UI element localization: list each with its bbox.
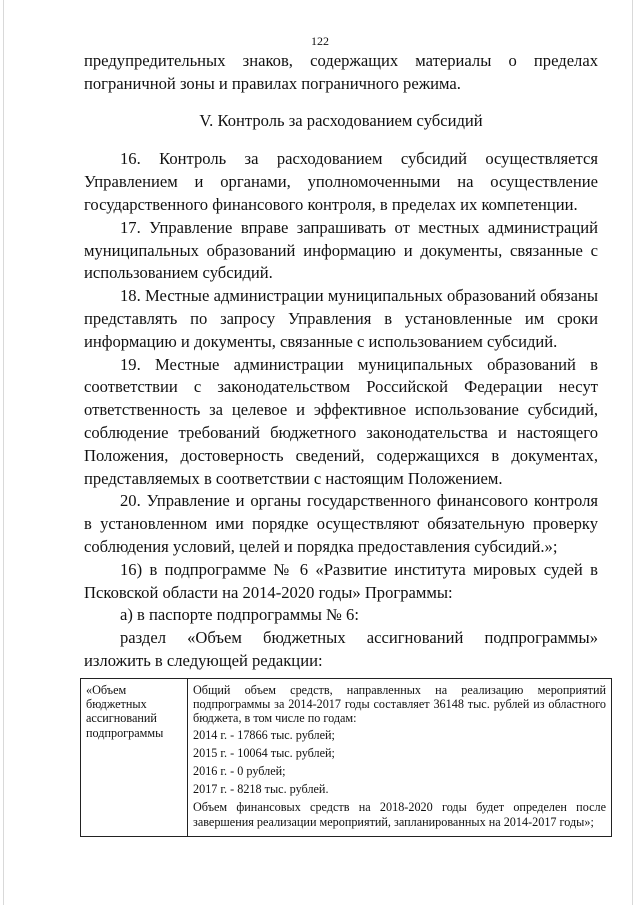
subprogram-6-amendment: 16) в подпрограмме № 6 «Развитие института мировых судей в Псковской области на 2014-2020 годы» Программы: — [84, 559, 598, 602]
paragraph-18: 18. Местные администрации муниципальных образований обязаны представлять по запросу Управления в установленные им сроки информацию и документы, связанные с использованием субсидий. — [84, 286, 598, 351]
table-label-cell — [81, 679, 188, 837]
paragraph-17: 17. Управление вправе запрашивать от местных администраций муниципальных образований информацию и документы, связанные с использованием субсидий. — [84, 217, 598, 283]
table-total-text: Общий объем средств, направленных на реализацию мероприятий подпрограммы за 2014-2017 годы составляет 36148 тыс. рублей из областного бюджета, в том числе по годам: — [193, 683, 606, 726]
section-heading: V. Контроль за расходованием субсидий — [199, 110, 483, 130]
budget-allocations-table — [80, 678, 612, 837]
table-label: «Объем бюджетных ассигнований подпрограммы — [86, 683, 164, 740]
document-body — [84, 50, 598, 673]
section-replacement-intro: раздел «Объем бюджетных ассигнований подпрограммы» изложить в следующей редакции: — [84, 628, 598, 670]
passport-item-a: а) в паспорте подпрограммы № 6: — [120, 605, 359, 625]
table-content-cell — [188, 679, 612, 837]
table-year-2017: 2017 г. - 8218 тыс. рублей. — [193, 782, 329, 797]
intro-paragraph: предупредительных знаков, содержащих материалы о пределах пограничной зоны и правилах пограничного режима. — [84, 51, 598, 93]
paragraph-16: 16. Контроль за расходованием субсидий осуществляется Управлением и органами, уполномоченными на осуществление государственного финансового контроля, в пределах их компетенции. — [84, 149, 598, 214]
table-note-text: Объем финансовых средств на 2018-2020 годы будет определен после завершения реализации мероприятий, запланированных на 2014-2017 годы»; — [193, 800, 606, 829]
page-number: 122 — [311, 34, 329, 48]
table-row — [81, 679, 612, 837]
paragraph-19: 19. Местные администрации муниципальных образований в соответствии с законодательством Российской Федерации несут ответственность за целевое и эффективное использование субсидий, соблюдение требований бюджетного законодательства и настоящего Положения, достоверность сведений, содержащихся в документах, представляемых в соответствии с настоящим Положением. — [84, 354, 598, 488]
scan-edge-left — [3, 0, 4, 905]
paragraph-20: 20. Управление и органы государственного финансового контроля в установленном ими порядке осуществляют обязательную проверку соблюдения условий, целей и порядка предоставления субсидий.»; — [84, 491, 598, 556]
table-year-2016: 2016 г. - 0 рублей; — [193, 764, 286, 779]
scan-edge-right — [632, 0, 633, 905]
table-year-2014: 2014 г. - 17866 тыс. рублей; — [193, 727, 335, 742]
table-year-2015: 2015 г. - 10064 тыс. рублей; — [193, 745, 335, 760]
